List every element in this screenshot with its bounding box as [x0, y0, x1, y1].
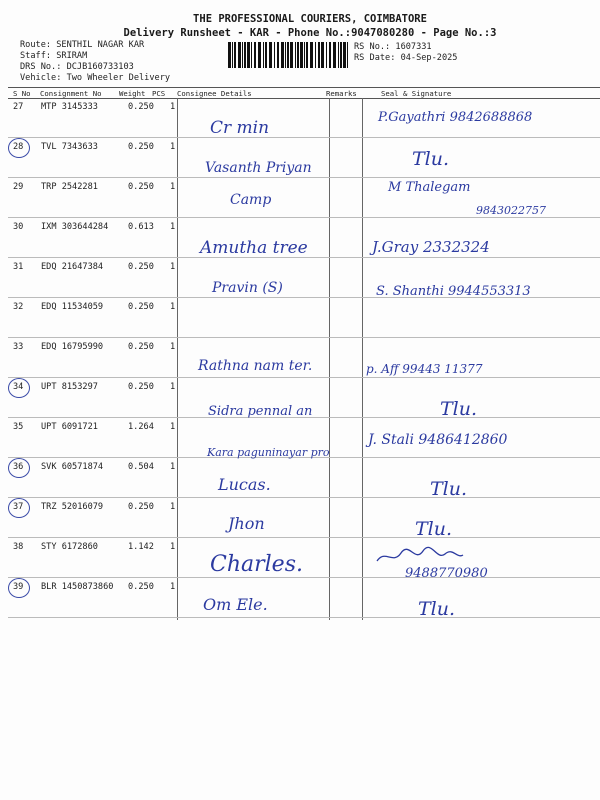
col-seal: Seal & Signature [381, 89, 452, 98]
barcode-bar [340, 42, 342, 68]
row-sno: 37 [13, 502, 24, 512]
barcode-bar [277, 42, 279, 68]
row-pcs: 1 [170, 262, 176, 272]
hw-consignee-33: Rathna nam ter. [198, 358, 313, 374]
hw-signature-29: M Thalegam [388, 180, 471, 195]
row-pcs: 1 [170, 382, 176, 392]
barcode-bar [232, 42, 233, 68]
circle-mark [8, 458, 30, 478]
table-top-rule [8, 87, 600, 88]
table-row [0, 578, 600, 618]
row-weight: 0.250 [128, 502, 154, 512]
row-rule [8, 617, 600, 618]
barcode-bar [338, 42, 339, 68]
col-weight: Weight [119, 89, 146, 98]
route-label: Route: SENTHIL NAGAR KAR [20, 40, 145, 50]
barcode-bar [300, 42, 303, 68]
barcode-bar [285, 42, 286, 68]
row-pcs: 1 [170, 542, 176, 552]
row-pcs: 1 [170, 102, 176, 112]
row-weight: 0.613 [128, 222, 154, 232]
barcode-image [228, 42, 350, 68]
hw-signature-30: J.Gray 2332324 [372, 238, 490, 256]
row-consignment: TRZ 52016079 [41, 502, 104, 512]
barcode-bar [310, 42, 313, 68]
row-sno: 34 [13, 382, 24, 392]
table-row [0, 298, 600, 338]
row-pcs: 1 [170, 462, 176, 472]
hw-signature-34: Tlu. [440, 398, 478, 420]
row-consignment: SVK 60571874 [41, 462, 104, 472]
rs-number: RS No.: 1607331 [354, 42, 432, 52]
row-pcs: 1 [170, 582, 176, 592]
hw-consignee-35: Kara paguninayar pro [207, 446, 330, 459]
row-sno: 38 [13, 542, 24, 552]
barcode-bar [258, 42, 261, 68]
row-weight: 0.250 [128, 582, 154, 592]
barcode-bar [315, 42, 316, 68]
col-consignee: Consignee Details [177, 89, 252, 98]
runsheet-subtitle: Delivery Runsheet - KAR - Phone No.:9047080280 - Page No.:3 [123, 27, 497, 39]
row-pcs: 1 [170, 142, 176, 152]
hw-consignee-36: Lucas. [218, 475, 271, 494]
hw-consignee-29b: Camp [230, 192, 272, 208]
row-consignment: IXM 303644284 [41, 222, 109, 232]
barcode-bar [306, 42, 308, 68]
signature-scribble [375, 545, 465, 567]
barcode-bar [318, 42, 320, 68]
hw-consignee-34: Sidra pennal an [208, 404, 313, 419]
barcode-bar [265, 42, 267, 68]
row-weight: 1.264 [128, 422, 154, 432]
row-sno: 32 [13, 302, 24, 312]
col-pcs: PCS [152, 89, 166, 98]
rs-date: RS Date: 04-Sep-2025 [354, 53, 458, 63]
barcode-bar [274, 42, 275, 68]
barcode-bar [295, 42, 296, 68]
circle-mark [8, 138, 30, 158]
row-weight: 0.250 [128, 382, 154, 392]
hw-signature-35: J. Stali 9486412860 [368, 432, 508, 448]
drs-number: DRS No.: DCJB160733103 [20, 62, 134, 72]
hw-signature-36: Tlu. [430, 478, 468, 500]
hw-signature-27: P.Gayathri 9842688868 [378, 110, 533, 125]
vehicle-label: Vehicle: Two Wheeler Delivery [20, 73, 171, 83]
hw-signature-33: p. Aff 99443 11377 [366, 362, 483, 376]
row-sno: 27 [13, 102, 24, 112]
barcode-bar [347, 42, 348, 68]
barcode-bar [247, 42, 250, 68]
circle-mark [8, 578, 30, 598]
row-weight: 1.142 [128, 542, 154, 552]
company-title: THE PROFESSIONAL COURIERS, COIMBATORE [193, 13, 427, 25]
barcode-bar [321, 42, 324, 68]
barcode-bar [297, 42, 299, 68]
barcode-bar [290, 42, 293, 68]
barcode-bar [287, 42, 289, 68]
row-sno: 36 [13, 462, 24, 472]
row-weight: 0.250 [128, 302, 154, 312]
barcode-bar [251, 42, 252, 68]
hw-signature-39: Tlu. [418, 598, 456, 620]
table-row [0, 498, 600, 538]
hw-consignee-38: Charles. [210, 552, 303, 577]
hw-consignee-39: Om Ele. [203, 595, 268, 614]
barcode-bar [242, 42, 243, 68]
barcode-bar [263, 42, 264, 68]
barcode-bar [326, 42, 327, 68]
row-sno: 30 [13, 222, 24, 232]
barcode-bar [238, 42, 241, 68]
barcode-bar [254, 42, 256, 68]
row-consignment: UPT 8153297 [41, 382, 98, 392]
staff-label: Staff: SRIRAM [20, 51, 88, 61]
barcode-bar [343, 42, 346, 68]
row-weight: 0.250 [128, 102, 154, 112]
barcode-bar [269, 42, 272, 68]
circle-mark [8, 378, 30, 398]
hw-consignee-31: Pravin (S) [212, 280, 283, 296]
row-sno: 28 [13, 142, 24, 152]
row-sno: 39 [13, 582, 24, 592]
hw-signature-37: Tlu. [415, 518, 453, 540]
row-consignment: TVL 7343633 [41, 142, 98, 152]
hw-signature-38: 9488770980 [405, 566, 488, 581]
row-consignment: STY 6172860 [41, 542, 98, 552]
barcode-bar [234, 42, 236, 68]
row-sno: 29 [13, 182, 24, 192]
col-consignment: Consignment No [40, 89, 102, 98]
row-consignment: UPT 6091721 [41, 422, 98, 432]
hw-signature-31: S. Shanthi 9944553313 [376, 284, 531, 299]
barcode-bar [333, 42, 336, 68]
row-weight: 0.250 [128, 262, 154, 272]
hw-signature-29b: 9843022757 [476, 204, 546, 217]
row-weight: 0.250 [128, 182, 154, 192]
hw-consignee-27: Cr min [210, 118, 270, 138]
row-weight: 0.250 [128, 342, 154, 352]
barcode-bar [304, 42, 305, 68]
row-sno: 33 [13, 342, 24, 352]
hw-consignee-30: Amutha tree [200, 238, 308, 258]
col-sno: S No [13, 89, 31, 98]
barcode-bar [281, 42, 284, 68]
circle-mark [8, 498, 30, 518]
barcode-bar [228, 42, 231, 68]
row-pcs: 1 [170, 342, 176, 352]
row-consignment: EDQ 16795990 [41, 342, 104, 352]
row-weight: 0.504 [128, 462, 154, 472]
hw-consignee-29: Vasanth Priyan [205, 160, 312, 176]
row-pcs: 1 [170, 502, 176, 512]
row-consignment: MTP 3145333 [41, 102, 98, 112]
barcode-bar [329, 42, 331, 68]
row-consignment: EDQ 11534059 [41, 302, 104, 312]
row-sno: 31 [13, 262, 24, 272]
hw-consignee-37: Jhon [228, 514, 265, 533]
row-pcs: 1 [170, 422, 176, 432]
barcode-bar [244, 42, 246, 68]
row-consignment: TRP 2542281 [41, 182, 98, 192]
row-consignment: EDQ 21647384 [41, 262, 104, 272]
table-row [0, 458, 600, 498]
row-pcs: 1 [170, 222, 176, 232]
row-pcs: 1 [170, 302, 176, 312]
row-weight: 0.250 [128, 142, 154, 152]
hw-signature-28: Tlu. [412, 148, 450, 170]
row-sno: 35 [13, 422, 24, 432]
row-consignment: BLR 1450873860 [41, 582, 114, 592]
col-remarks: Remarks [326, 89, 357, 98]
row-pcs: 1 [170, 182, 176, 192]
